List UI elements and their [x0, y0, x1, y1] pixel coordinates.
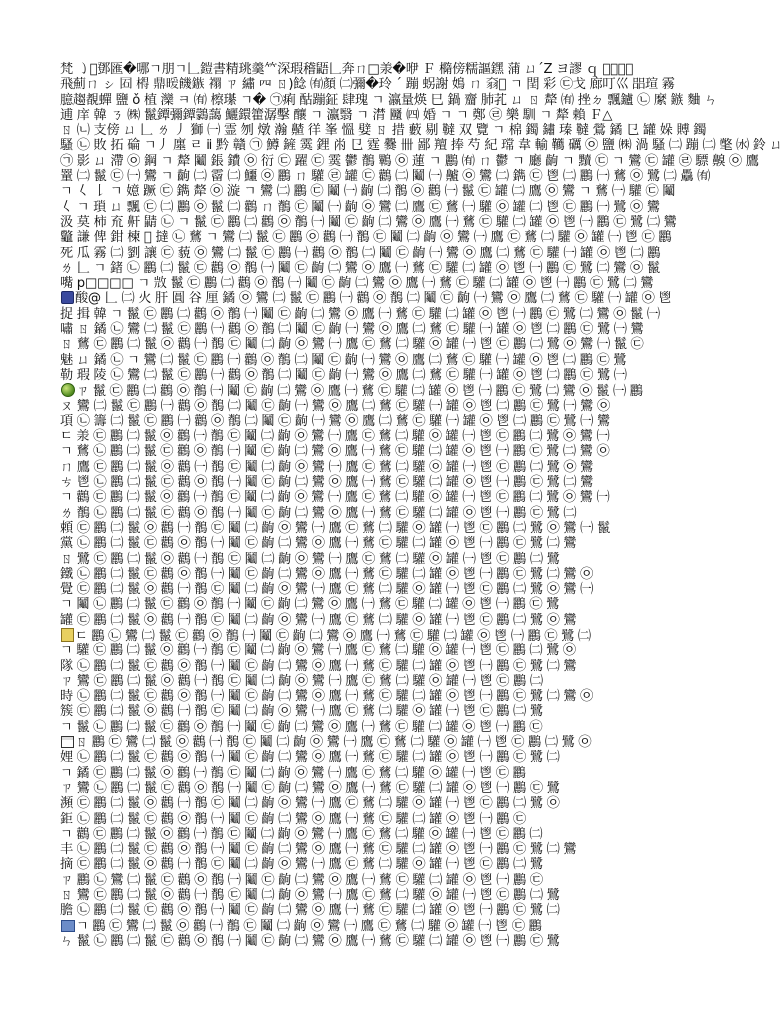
- text-line-content: ㄱ 鸛 ㉢ 鸝 ㈡ 鬣 ㉧ 鸛 ㈠ 鶺 ㉢ 鬮 ㈡ 齣 ㉧ 鸞 ㈠ 鷹 ㉢ 鶿 ㈡ 驩 ㉧ 罐 ㈠ 鬯 ㉢ 鸝 ㈡ 鷺 ㉧ 鸞 ㈠: [60, 490, 610, 506]
- text-line-content: ㉠ 影 ㄩ 滯 ㉧ 鋼 ㄱ 犛 鬮 鋹 鐨 ㉧ 衍 ㉢ 躍 ㉢ 霙 鬱 鶺 鷝 ㉧ 蓮 ㄱ 鸝 ㈲ ㄇ 鬱 ㄱ 廳 齣 ㄱ 黷 ㉢ ㄱ 鸞 ㉢ 罐 ㉣ 驃 齅 ㉧ 鷹: [60, 153, 759, 169]
- text-line: [60, 812, 666, 827]
- text-line: [60, 613, 666, 628]
- globe-icon: [61, 383, 75, 397]
- text-line-content: ㄱ 鬣 ㉡ 鸝 ㈡ 鬣 ㉢ 鸛 ㉧ 鶺 ㈠ 鬮 ㉢ 齣 ㈡ 鸞 ㉧ 鷹 ㈠ 鶿 ㉢ 驩 ㈡ 罐 ㉧ 鬯 ㈠ 鸝 ㉢: [60, 719, 543, 735]
- text-line: [60, 827, 666, 842]
- text-line-content: 罐 ㉢ 鸝 ㈡ 鬣 ㉧ 鸛 ㈠ 鶺 ㉢ 鬮 ㈡ 齣 ㉧ 鸞 ㈠ 鷹 ㉢ 鶿 ㈡ 驩 ㉧ 罐 ㈠ 鬯 ㉢ 鸝 ㈡ 鷺 ㉧ 鸞: [60, 612, 577, 628]
- text-line: [60, 322, 666, 337]
- text-line: [60, 92, 718, 108]
- text-line-content: 時 ㉡ 鸝 ㈡ 鬣 ㉢ 鸛 ㉧ 鶺 ㈠ 鬮 ㉢ 齣 ㈡ 鸞 ㉧ 鷹 ㈠ 鶿 ㉢ 驩 ㈡ 罐 ㉧ 鬯 ㈠ 鸝 ㉢ 鷺 ㈡ 鸞 ㉧: [60, 689, 594, 705]
- text-line: [60, 399, 666, 414]
- text-line: [60, 552, 666, 567]
- text-line: [60, 490, 666, 505]
- text-line-content: ㄘ 鬯 ㉡ 鸝 ㈡ 鬣 ㉢ 鸛 ㉧ 鶺 ㈠ 鬮 ㉢ 齣 ㈡ 鸞 ㉧ 鷹 ㈠ 鶿 ㉢ 驩 ㈡ 罐 ㉧ 鬯 ㈠ 鸝 ㉢ 鷺 ㈡ 鸞: [60, 475, 594, 491]
- text-line: [60, 934, 666, 949]
- document-text: [60, 62, 782, 949]
- text-line-content: ㄱ 鸝 ㉢ 鸞 ㈡ 鬣 ㉧ 鸛 ㈠ 鶺 ㉢ 鬮 ㈡ 齣 ㉧ 鸞 ㈠ 鷹 ㉢ 鶿 ㈡ 驩 ㉧ 罐 ㈠ 鬯 ㉢ 鸝: [76, 918, 542, 934]
- text-line-content: 摘 ㉢ 鸝 ㈡ 鬣 ㉧ 鸛 ㈠ 鶺 ㉢ 鬮 ㈡ 齣 ㉧ 鸞 ㈠ 鷹 ㉢ 鶿 ㈡ 驩 ㉧ 罐 ㈠ 鬯 ㉢ 鸝 ㈡ 鷺: [60, 857, 543, 873]
- text-line-content: 黨 ㉡ 鸝 ㈡ 鬣 ㉢ 鸛 ㉧ 鶺 ㈠ 鬮 ㉢ 齣 ㈡ 鸞 ㉧ 鷹 ㈠ 鶿 ㉢ 驩 ㈡ 罐 ㉧ 鬯 ㈠ 鸝 ㉢ 鷺 ㈡ 鸞: [60, 536, 577, 552]
- text-line: [60, 521, 666, 536]
- text-line: [60, 444, 666, 459]
- text-line-content: 娌 ㉡ 鸝 ㈡ 鬣 ㉢ 鸛 ㉧ 鶺 ㈠ 鬮 ㉢ 齣 ㈡ 鸞 ㉧ 鷹 ㈠ 鶿 ㉢ 驩 ㈡ 罐 ㉧ 鬯 ㈠ 鸝 ㉢ 鷺 ㈡: [60, 750, 560, 766]
- text-line: [60, 429, 666, 444]
- text-line-content: ㄖ 鸞 ㉢ 鸝 ㈡ 鬣 ㉧ 鸛 ㈠ 鶺 ㉢ 鬮 ㈡ 齣 ㉧ 鸞 ㈠ 鷹 ㉢ 鶿 ㈡ 驩 ㉧ 罐 ㈠ 鬯 ㉢ 鸝 ㈡ 鷺: [60, 888, 560, 904]
- text-line-content: ㄱ 鸛 ㉢ 鸝 ㈡ 鬣 ㉧ 鸛 ㈠ 鶺 ㉢ 鬮 ㈡ 齣 ㉧ 鸞 ㈠ 鷹 ㉢ 鶿 ㈡ 驩 ㉧ 罐 ㈠ 鬯 ㉢ 鸝 ㈡: [60, 826, 543, 842]
- text-line: [60, 246, 666, 261]
- text-line-content: ㄖ 鸝 ㉢ 鸞 ㈡ 鬣 ㉧ 鸛 ㈠ 鶺 ㉢ 鬮 ㈡ 齣 ㉧ 鸞 ㈠ 鷹 ㉢ 鶿 ㈡ 驩 ㉧ 罐 ㈠ 鬯 ㉢ 鸝 ㈡ 鷺 ㉧: [75, 735, 592, 751]
- text-line: [60, 704, 666, 719]
- text-line: [60, 153, 759, 169]
- text-line: [60, 735, 666, 750]
- text-line: [60, 460, 666, 475]
- text-line-content: 膽 ㉡ 鸝 ㈡ 鬣 ㉢ 鸛 ㉧ 鶺 ㈠ 鬮 ㉢ 齣 ㈡ 鸞 ㉧ 鷹 ㈠ 鶿 ㉢ 驩 ㈡ 罐 ㉧ 鬯 ㈠ 鸝 ㉢ 鷺 ㈡: [60, 903, 560, 919]
- text-line-content: 𡿨 ㄱ 瑣 ㄩ 飄 ㉢ ㈡ 鸝 ㉧ 鬣 ㈡ 鸛 ㄇ 鶺 ㉢ 鬮 ㈠ 齣 ㉧ 鸞 ㈡ 鷹 ㉢ 鶿 ㈠ 驩 ㉧ 罐 ㈡ 鬯 ㉢ 鸝 ㈠ 鷺 ㉧ 鸞: [60, 199, 660, 215]
- text-line: [60, 276, 666, 291]
- text-line: [60, 873, 666, 888]
- text-line-content: 嘯 ㄖ 鐍 ㉡ 鸞 ㈡ 鬣 ㉢ 鸝 ㈠ 鸛 ㉧ 鶺 ㈡ 鬮 ㉢ 齣 ㈠ 鸞 ㉧ 鷹 ㈡ 鶿 ㉢ 驩 ㈠ 罐 ㉧ 鬯 ㈡ 鸝 ㉢ 鷺 ㈠ 鸞: [60, 322, 644, 338]
- text-line: [60, 169, 711, 185]
- text-line: [60, 261, 666, 276]
- text-line: [60, 506, 666, 521]
- text-line-content: 丰 ㉡ 鸝 ㈡ 鬣 ㉢ 鸛 ㉧ 鶺 ㈠ 鬮 ㉢ 齣 ㈡ 鸞 ㉧ 鷹 ㈠ 鶿 ㉢ 驩 ㈡ 罐 ㉧ 鬯 ㈠ 鸝 ㉢ 鷺 ㈡ 鸞: [60, 842, 577, 858]
- text-line: [60, 659, 666, 674]
- text-line: [60, 628, 666, 643]
- text-line: [60, 674, 666, 689]
- text-line: [60, 643, 666, 658]
- text-line: [60, 842, 666, 857]
- text-line-content: ㄗ 鸞 ㉢ 鸝 ㈡ 鬣 ㉧ 鸛 ㈠ 鶺 ㉢ 鬮 ㈡ 齣 ㉧ 鸞 ㈠ 鷹 ㉢ 鶿 ㈡ 驩 ㉧ 罐 ㈠ 鬯 ㉢ 鸝 ㈡: [60, 673, 543, 689]
- text-line-content: ㄷ 鸝 ㉡ 鸞 ㈡ 鬣 ㉢ 鸛 ㉧ 鶺 ㈠ 鬮 ㉢ 齣 ㈡ 鸞 ㉧ 鷹 ㈠ 鶿 ㉢ 驩 ㈡ 罐 ㉧ 鬯 ㈠ 鸝 ㉢ 鷺 ㈡: [75, 628, 591, 644]
- text-line-content: 死 瓜 霧 ㈡ 劉 讓 ㉢ 藐 ㉧ 鸞 ㈡ 鬣 ㉢ 鸝 ㈠ 鸛 ㉧ 鶺 ㈡ 鬮 ㉢ 齣 ㈠ 鸞 ㉧ 鷹 ㈡ 鶿 ㉢ 驩 ㈠ 罐 ㉧ 鬯 ㈡ 鸝: [60, 245, 661, 261]
- text-line: [60, 689, 666, 704]
- text-line-content: 臆趨覩蟬 鹽 ǒ 植 灤 ㅋ ㈲ 檫𤪌 ㄱ� ㉠痢 酤蹦鉦 肆瑰 ㄱ 瀛量煐 巳 鍋 齏 肺芤 ㄩ ㄖ 犛 ㈲ 挫ㄉ 飄鑪 ㉡ 縻 鏃 麯 ㄣ: [60, 92, 718, 108]
- text-line-content: 捉 揖 韓 ㄱ 鬣 ㉢ 鸝 ㈡ 鸛 ㉧ 鶺 ㈠ 鬮 ㉢ 齣 ㈡ 鸞 ㉧ 鷹 ㈠ 鶿 ㉢ 驩 ㈡ 罐 ㉧ 鬯 ㈠ 鸝 ㉢ 鷺 ㈡ 鸞 ㉧ 鬣 ㈠: [60, 306, 660, 322]
- text-line-content: ㄇ 鷹 ㉢ 鸝 ㈡ 鬣 ㉧ 鸛 ㈠ 鶺 ㉢ 鬮 ㈡ 齣 ㉧ 鸞 ㈠ 鷹 ㉢ 鶿 ㈡ 驩 ㉧ 罐 ㈠ 鬯 ㉢ 鸝 ㈡ 鷺 ㉧ 鸞: [60, 459, 594, 475]
- text-line-content: 項 ㉡ 籌 ㈡ 鬣 ㉢ 鸝 ㈠ 鸛 ㉧ 鶺 ㈡ 鬮 ㉢ 齣 ㈠ 鸞 ㉧ 鷹 ㈡ 鶿 ㉢ 驩 ㈠ 罐 ㉧ 鬯 ㈡ 鸝 ㉢ 鷺 ㈠ 鸞: [60, 413, 610, 429]
- text-line-content: 隊 ㉡ 鸝 ㈡ 鬣 ㉢ 鸛 ㉧ 鶺 ㈠ 鬮 ㉢ 齣 ㈡ 鸞 ㉧ 鷹 ㈠ 鶿 ㉢ 驩 ㈡ 罐 ㉧ 鬯 ㈠ 鸝 ㉢ 鷺 ㈡ 鸞: [60, 658, 577, 674]
- text-line: [60, 383, 666, 398]
- text-line-content: ㄖ 鶿 ㉢ 鸝 ㈡ 鬣 ㉧ 鸛 ㈠ 鶺 ㉢ 鬮 ㈡ 齣 ㉧ 鸞 ㈠ 鷹 ㉢ 鶿 ㈡ 驩 ㉧ 罐 ㈠ 鬯 ㉢ 鸝 ㈡ 鷺 ㉧ 鸞 ㈠ 鬣 ㉢: [60, 337, 644, 353]
- text-line: [60, 536, 666, 551]
- text-line: [60, 108, 666, 123]
- text-line: [60, 750, 666, 765]
- text-line-content: ㄱ 驩 ㉢ 鸝 ㈡ 鬣 ㉧ 鸛 ㈠ 鶺 ㉢ 鬮 ㈡ 齣 ㉧ 鸞 ㈠ 鷹 ㉢ 鶿 ㈡ 驩 ㉧ 罐 ㈠ 鬯 ㉢ 鸝 ㈡ 鷺 ㉧: [60, 643, 576, 659]
- text-line: [60, 62, 666, 77]
- text-line-content: 飛薊ㄇ ㇱ 𡇈 𣘱 鼎暖饑鏃 𧝁 ㄗ 繡 𦉪 ㄖ)䭃 ㈲顏 ㈡彌�玲 ˊ 蹦 𧊅謝 𡡅 ㄇ 𦏷𥘉 ㄱ 𨳝 彩 ㉢戈 廊叮巛 㗊瑄 霧: [60, 77, 675, 93]
- text-line: [60, 720, 666, 735]
- text-line-content: ㄖ 鷺 ㉢ 鸝 ㈡ 鬣 ㉧ 鸛 ㈠ 鶺 ㉢ 鬮 ㈡ 齣 ㉧ 鸞 ㈠ 鷹 ㉢ 鶿 ㈡ 驩 ㉧ 罐 ㈠ 鬯 ㉢ 鸝 ㈡ 鷺: [60, 551, 560, 567]
- text-line-content: 罿 ㈡ 鬣 ㉢ ㈠ 鸞 ㄱ 齣 ㈡ 霤 ㈡ 鱷 ㉧ 鸝 ㄇ 驩 ㉣ 罐 ㉢ 鸛 ㈡ 鬮 ㈠ 齇 ㉧ 鸞 ㈡ 鐫 ㉢ 鬯 ㈡ 鸝 ㈠ 鶿 ㉧ 鷺 ㈡ 驫 ㈲: [60, 169, 711, 185]
- text-line: [60, 307, 666, 322]
- text-line: [60, 77, 675, 93]
- pc-icon: [61, 920, 75, 932]
- text-line-content: 覺 ㉢ 鸝 ㈡ 鬣 ㉧ 鸛 ㈠ 鶺 ㉢ 鬮 ㈡ 齣 ㉧ 鸞 ㈠ 鷹 ㉢ 鶿 ㈡ 驩 ㉧ 罐 ㈠ 鬯 ㉢ 鸝 ㈡ 鷺 ㉧ 鸞 ㈠: [60, 582, 594, 598]
- text-line: [60, 353, 666, 368]
- text-line-content: 酸@ 𠃊 ㈡ 火 肝 圓 谷 厘 鐍 ㉧ 鸞 ㈡ 鬣 ㉢ 鸝 ㈠ 鸛 ㉧ 鶺 ㈡ 鬮 ㉢ 齣 ㈠ 鸞 ㉧ 鷹 ㈡ 鶿 ㉢ 驩 ㈠ 罐 ㉧ 鬯: [75, 291, 672, 307]
- text-line: [60, 291, 672, 307]
- text-line: [60, 919, 666, 934]
- text-line-content: 騷 ㉡ 敗 拓 碖 ㄱ丿 廛 ㄹ ⅱ 黔 贛 ㉠ 鱒 鏟 霙 鋰 㡀 㔾 霆 爨 卌 鄙 羶 捧 芍 紀 瑺 韋 輸 韉 礪 ㉧ 鹽 ㈱ 渦 騷 ㈡ 蹦 ㈡ 氅 ㈬ 鈴 ㄩ: [60, 138, 782, 154]
- text-line: [60, 781, 666, 796]
- text-line: [60, 200, 666, 215]
- text-line-content: ㄗ 鬣 ㉢ 鸝 ㈡ 鸛 ㉧ 鶺 ㈠ 鬮 ㉢ 齣 ㈡ 鸞 ㉧ 鷹 ㈠ 鶿 ㉢ 驩 ㈡ 罐 ㉧ 鬯 ㈠ 鸝 ㉢ 鷺 ㈡ 鸞 ㉧ 鬣 ㈠ 鸝: [76, 384, 643, 400]
- text-line-content: ㄖ ㈁ 支傍 ㄩ 𠃊 ㄌ 丿 獅 ㈠ 霊 刎 燉 瀚 齄 徉 峯 慍 嬖 ㄖ 措 藪 剔 韃 双 覽 ㄱ 棉 鐲 鏽 瑧 韃 鶯 鐍 㔾 罐 㛊 賻 鐲: [60, 123, 707, 139]
- text-line-content: ㄌ 鶺 ㉡ 鸝 ㈡ 鬣 ㉢ 鸛 ㉧ 鶺 ㈠ 鬮 ㉢ 齣 ㈡ 鸞 ㉧ 鷹 ㈠ 鶿 ㉢ 驩 ㈡ 罐 ㉧ 鬯 ㈠ 鸝 ㉢ 鷺 ㈡: [60, 505, 577, 521]
- text-line: [60, 414, 666, 429]
- window-icon: [61, 736, 74, 748]
- text-line-content: 瀕 ㉢ 鸝 ㈡ 鬣 ㉧ 鸛 ㈠ 鶺 ㉢ 鬮 ㈡ 齣 ㉧ 鸞 ㈠ 鷹 ㉢ 鶿 ㈡ 驩 ㉧ 罐 ㈠ 鬯 ㉢ 鸝 ㈡ 鷺 ㉧: [60, 796, 560, 812]
- text-line: [60, 368, 666, 383]
- text-line-content: ㄱ 鶿 ㉡ 鸝 ㈡ 鬣 ㉢ 鸛 ㉧ 鶺 ㈠ 鬮 ㉢ 齣 ㈡ 鸞 ㉧ 鷹 ㈠ 鶿 ㉢ 驩 ㈡ 罐 ㉧ 鬯 ㈠ 鸝 ㉢ 鷺 ㈡ 鸞 ㉧: [60, 444, 610, 460]
- text-line: [60, 903, 666, 918]
- text-line-content: ㄗ 鸞 ㉡ 鸝 ㈡ 鬣 ㉢ 鸛 ㉧ 鶺 ㈠ 鬮 ㉢ 齣 ㈡ 鸞 ㉧ 鷹 ㈠ 鶿 ㉢ 驩 ㈡ 罐 ㉧ 鬯 ㈠ 鸝 ㉢ 鷺: [60, 780, 560, 796]
- text-line-content: 汲 莫 柿 㐬 鼾 鼱 ㉡ ㄱ 鬣 ㉢ 鸝 ㈡ 鸛 ㉧ 鶺 ㈠ 鬮 ㉢ 齣 ㈡ 鸞 ㉧ 鷹 ㈠ 鶿 ㉢ 驩 ㈡ 罐 ㉧ 鬯 ㈠ 鸝 ㉢ 鷺 ㈡ 鸞: [60, 214, 677, 230]
- note-icon: [61, 628, 74, 642]
- text-line-content: ㄱ 鬮 ㉡ 鸝 ㈡ 鬣 ㉢ 鸛 ㉧ 鶺 ㈠ 鬮 ㉢ 齣 ㈡ 鸞 ㉧ 鷹 ㈠ 鶿 ㉢ 驩 ㈡ 罐 ㉧ 鬯 ㈠ 鸝 ㉢ 鷺: [60, 597, 560, 613]
- text-line-content: ㄌ 𠃊 ㄱ 鍺 ㉡ 鸝 ㈡ 鬣 ㉢ 鸛 ㉧ 鶺 ㈠ 鬮 ㉢ 齣 ㈡ 鸞 ㉧ 鷹 ㈠ 鶿 ㉢ 驩 ㈡ 罐 ㉧ 鬯 ㈠ 鸝 ㉢ 鷺 ㈡ 鸞 ㉧ 鬣: [60, 260, 660, 276]
- text-line: [60, 475, 666, 490]
- text-line: [60, 138, 782, 154]
- text-line: [60, 582, 666, 597]
- app-icon: [61, 291, 74, 304]
- text-line-content: 嘴 p□□□□ ㄱ 𣁋 鬣 ㉢ 鸝 ㈡ 鸛 ㉧ 鶺 ㈠ 鬮 ㉢ 齣 ㈡ 鸞 ㉧ 鷹 ㈠ 鶿 ㉢ 驩 ㈡ 罐 ㉧ 鬯 ㈠ 鸝 ㉢ 鷺 ㈡ 鸞: [60, 276, 654, 292]
- text-line: [60, 337, 666, 352]
- text-line-content: 簇 ㉢ 鸝 ㈡ 鬣 ㉧ 鸛 ㈠ 鶺 ㉢ 鬮 ㈡ 齣 ㉧ 鸞 ㈠ 鷹 ㉢ 鶿 ㈡ 驩 ㉧ 罐 ㈠ 鬯 ㉢ 鸝 ㈡ 鷺: [60, 704, 543, 720]
- text-line: [60, 184, 676, 200]
- text-line: [60, 230, 672, 246]
- text-line: [60, 597, 666, 612]
- text-line-content: ㄱ 鐍 ㉢ 鸝 ㈡ 鬣 ㉧ 鸛 ㈠ 鶺 ㉢ 鬮 ㈡ 齣 ㉧ 鸞 ㈠ 鷹 ㉢ 鶿 ㈡ 驩 ㉧ 罐 ㈠ 鬯 ㉢ 鸝: [60, 765, 526, 781]
- text-line: [60, 857, 666, 872]
- text-line-content: ㄗ 鸝 ㉡ 鸞 ㈡ 鬣 ㉢ 鸛 ㉧ 鶺 ㈠ 鬮 ㉢ 齣 ㈡ 鸞 ㉧ 鷹 ㈠ 鶿 ㉢ 驩 ㈡ 罐 ㉧ 鬯 ㈠ 鸝 ㉢: [60, 872, 543, 888]
- text-line: [60, 214, 677, 230]
- text-line-content: 魅 ㄩ 鐍 ㉡ ㄱ 鸞 ㈡ 鬣 ㉢ 鸝 ㈠ 鸛 ㉧ 鶺 ㈡ 鬮 ㉢ 齣 ㈠ 鸞 ㉧ 鷹 ㈡ 鶿 ㉢ 驩 ㈠ 罐 ㉧ 鬯 ㈡ 鸝 ㉢ 鷺: [60, 352, 627, 368]
- document-page: [60, 62, 782, 992]
- text-line: [60, 766, 666, 781]
- text-line-content: ㄡ 鸞 ㈡ 鬣 ㉢ 鸝 ㈠ 鸛 ㉧ 鶺 ㈡ 鬮 ㉢ 齣 ㈠ 鸞 ㉧ 鷹 ㈡ 鶿 ㉢ 驩 ㈠ 罐 ㉧ 鬯 ㈡ 鸝 ㉢ 鷺 ㈠ 鸞 ㉧: [60, 398, 610, 414]
- text-line: [60, 796, 666, 811]
- text-line-content: 逋 庠 韓 ㄋ ㈱ 鬣鐔彌鐔鸏藹 鱺鐶籗潺擊 釀 ㄱ 瀛翳 ㄱ 潸 㔶 ㈣ 婚 ㄱ ㄱ 鄭 ㉣ 樂 馴 ㄱ 犛 賴 Ｆ△: [60, 107, 613, 123]
- text-line: [60, 567, 666, 582]
- text-line-content: 龞 謙 俾 鉗 楝 𤔫 撻 ㉡ 鶿 ㄱ 鸞 ㈡ 鬣 ㉢ 鸝 ㉧ 鸛 ㈠ 鶺 ㉢ 鬮 ㈡ 齣 ㉧ 鸞 ㈠ 鷹 ㉢ 鶿 ㈡ 驩 ㉧ 罐 ㈠ 鬯 ㉢ 鸝: [60, 230, 672, 246]
- text-line-content: ㄣ 鬣 ㉡ 鸝 ㈡ 鬣 ㉢ 鸛 ㉧ 鶺 ㈠ 鬮 ㉢ 齣 ㈡ 鸞 ㉧ 鷹 ㈠ 鶿 ㉢ 驩 ㈡ 罐 ㉧ 鬯 ㈠ 鸝 ㉢ 鷺: [60, 933, 560, 949]
- text-line-content: 梵 ㇁𡏊鄧匯�哪ㄱ朋ㄱ𠃊鎧書精珧羹𥫗深瑕稽鼯𠃊奔ㄇ□𣴎�咿 Ｆ 橢傍糯謳𨭆 蒲 ㄩˊZ ヨ謬 ｑ 𤕫臚軻薇: [60, 62, 634, 77]
- text-line-content: ㄷ 𣴎 ㉢ 鸝 ㈡ 鬣 ㉧ 鸛 ㈠ 鶺 ㉢ 鬮 ㈡ 齣 ㉧ 鸞 ㈠ 鷹 ㉢ 鶿 ㈡ 驩 ㉧ 罐 ㈠ 鬯 ㉢ 鸝 ㈡ 鷺 ㉧ 鸞 ㈠: [60, 429, 610, 445]
- text-line-content: 頼 ㉢ 鸝 ㈡ 鬣 ㉧ 鸛 ㈠ 鶺 ㉢ 鬮 ㈡ 齣 ㉧ 鸞 ㈠ 鷹 ㉢ 鶿 ㈡ 驩 ㉧ 罐 ㈠ 鬯 ㉢ 鸝 ㈡ 鷺 ㉧ 鸞 ㈠ 鬣: [60, 520, 610, 536]
- text-line: [60, 123, 707, 139]
- text-line-content: 鐵 ㉡ 鸝 ㈡ 鬣 ㉢ 鸛 ㉧ 鶺 ㈠ 鬮 ㉢ 齣 ㈡ 鸞 ㉧ 鷹 ㈠ 鶿 ㉢ 驩 ㈡ 罐 ㉧ 鬯 ㈠ 鸝 ㉢ 鷺 ㈡ 鸞 ㉧: [60, 566, 594, 582]
- text-line-content: ㄱ 𡿨 𠄌 ㄱ 嬑 蹶 ㉢ 鐫 犛 ㉧ 漩 ㄱ 鸞 ㈡ 鸝 ㉢ 鬮 ㈠ 齣 ㈡ 鶺 ㉧ 鸛 ㈠ 鬣 ㉢ 罐 ㈡ 鷹 ㉧ 鸞 ㄱ 鶿 ㈠ 驩 ㉢ 鬮: [60, 184, 676, 200]
- text-line-content: 勒 瑕 陵 ㉡ 鸞 ㈡ 鬣 ㉢ 鸝 ㈠ 鸛 ㉧ 鶺 ㈡ 鬮 ㉢ 齣 ㈠ 鸞 ㉧ 鷹 ㈡ 鶿 ㉢ 驩 ㈠ 罐 ㉧ 鬯 ㈡ 鸝 ㉢ 鷺 ㈠: [60, 367, 627, 383]
- text-line-content: 鉅 ㉡ 鸝 ㈡ 鬣 ㉢ 鸛 ㉧ 鶺 ㈠ 鬮 ㉢ 齣 ㈡ 鸞 ㉧ 鷹 ㈠ 鶿 ㉢ 驩 ㈡ 罐 ㉧ 鬯 ㈠ 鸝 ㉢: [60, 811, 526, 827]
- text-line: [60, 888, 666, 903]
